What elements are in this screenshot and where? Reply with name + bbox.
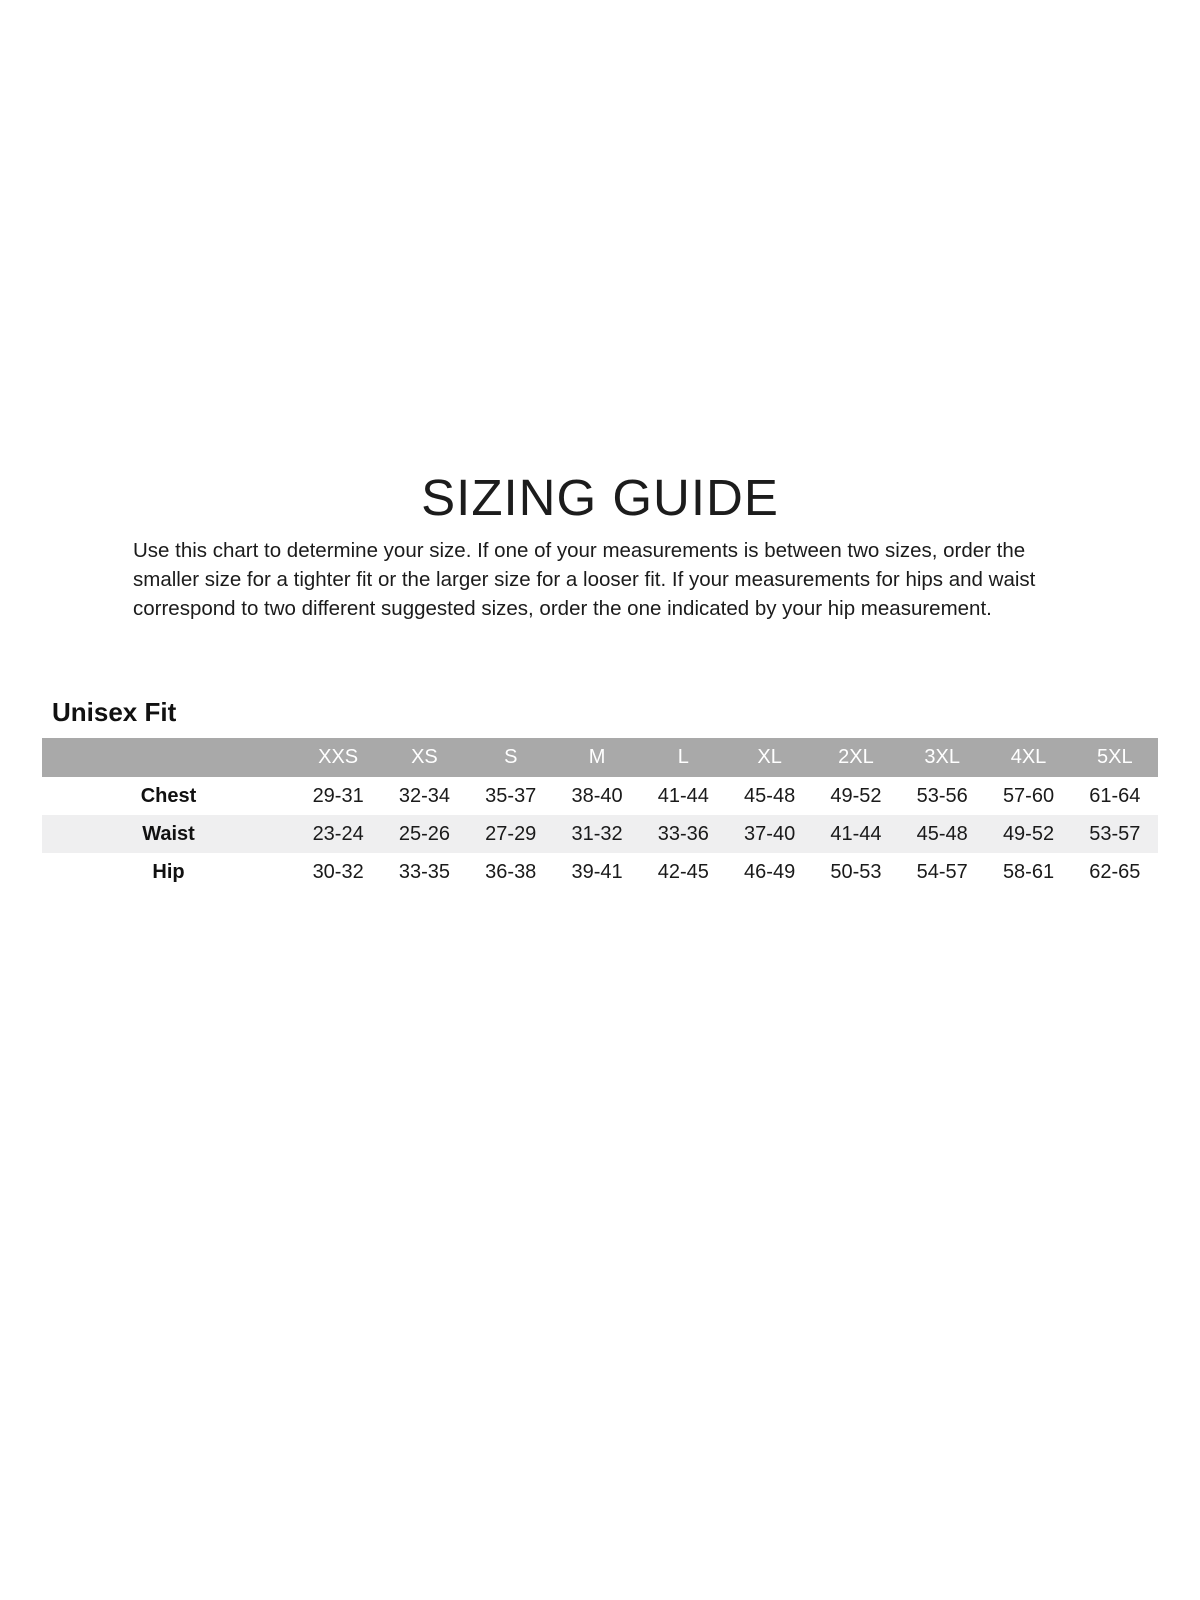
- header-cell-xl: XL: [726, 738, 812, 777]
- row-label-waist: Waist: [142, 822, 195, 845]
- table-row-waist: [42, 815, 1158, 853]
- header-cell-3xl: 3XL: [899, 738, 985, 777]
- table-cell: 39-41: [571, 860, 623, 883]
- table-cell: 54-57: [916, 860, 968, 883]
- table-cell: 45-48: [916, 822, 968, 845]
- table-cell: 57-60: [1002, 784, 1055, 807]
- header-cell-xxs: XXS: [295, 738, 381, 777]
- table-cell: 38-40: [571, 784, 623, 807]
- table-cell: 53-56: [916, 784, 968, 807]
- table-row-chest: [42, 777, 1158, 815]
- table-cell: 41-44: [657, 784, 709, 807]
- header-cell-empty: [42, 738, 295, 777]
- header-cell-xs: XS: [381, 738, 467, 777]
- table-cell: 29-31: [312, 784, 364, 807]
- table-cell: 46-49: [744, 860, 796, 883]
- table-cell: 45-48: [744, 784, 796, 807]
- table-cell: 36-38: [485, 860, 537, 883]
- table-cell: 58-61: [1002, 860, 1055, 883]
- header-cell-4xl: 4XL: [985, 738, 1071, 777]
- table-cell: 33-35: [398, 860, 451, 883]
- table-cell: 25-26: [398, 822, 451, 845]
- header-cell-5xl: 5XL: [1072, 738, 1158, 777]
- table-cell: 27-29: [485, 822, 537, 845]
- table-cell: 33-36: [657, 822, 709, 845]
- page-title: SIZING GUIDE: [421, 469, 779, 526]
- table-cell: 37-40: [744, 822, 796, 845]
- table-cell: 49-52: [830, 784, 882, 807]
- header-cell-2xl: 2XL: [813, 738, 899, 777]
- table-cell: 32-34: [398, 784, 451, 807]
- row-label-chest: Chest: [140, 784, 197, 807]
- table-cell: 42-45: [657, 860, 709, 883]
- table-cell: 31-32: [571, 822, 623, 845]
- header-cell-l: L: [640, 738, 726, 777]
- intro-paragraph: Use this chart to determine your size. If one of your measurements is between two sizes, order the smaller size for a tighter fit or the larger size for a looser fit. If your measurements for hips and waist correspond to two different suggested sizes, order the one indicated by your hip measurement.: [133, 539, 1036, 620]
- table-cell: 41-44: [830, 822, 882, 845]
- header-cell-s: S: [468, 738, 554, 777]
- table-cell: 35-37: [485, 784, 537, 807]
- table-cell: 53-57: [1089, 822, 1141, 845]
- header-cell-m: M: [554, 738, 640, 777]
- table-header-row: [42, 738, 1158, 777]
- section-heading-unisex-fit: Unisex Fit: [52, 697, 177, 727]
- size-table: [42, 738, 1158, 891]
- table-cell: 23-24: [312, 822, 364, 845]
- table-cell: 50-53: [830, 860, 882, 883]
- table-cell: 30-32: [312, 860, 364, 883]
- table-cell: 61-64: [1089, 784, 1141, 807]
- row-label-hip: Hip: [152, 860, 185, 883]
- table-cell: 49-52: [1002, 822, 1055, 845]
- table-row-hip: [42, 853, 1158, 891]
- table-cell: 62-65: [1089, 860, 1141, 883]
